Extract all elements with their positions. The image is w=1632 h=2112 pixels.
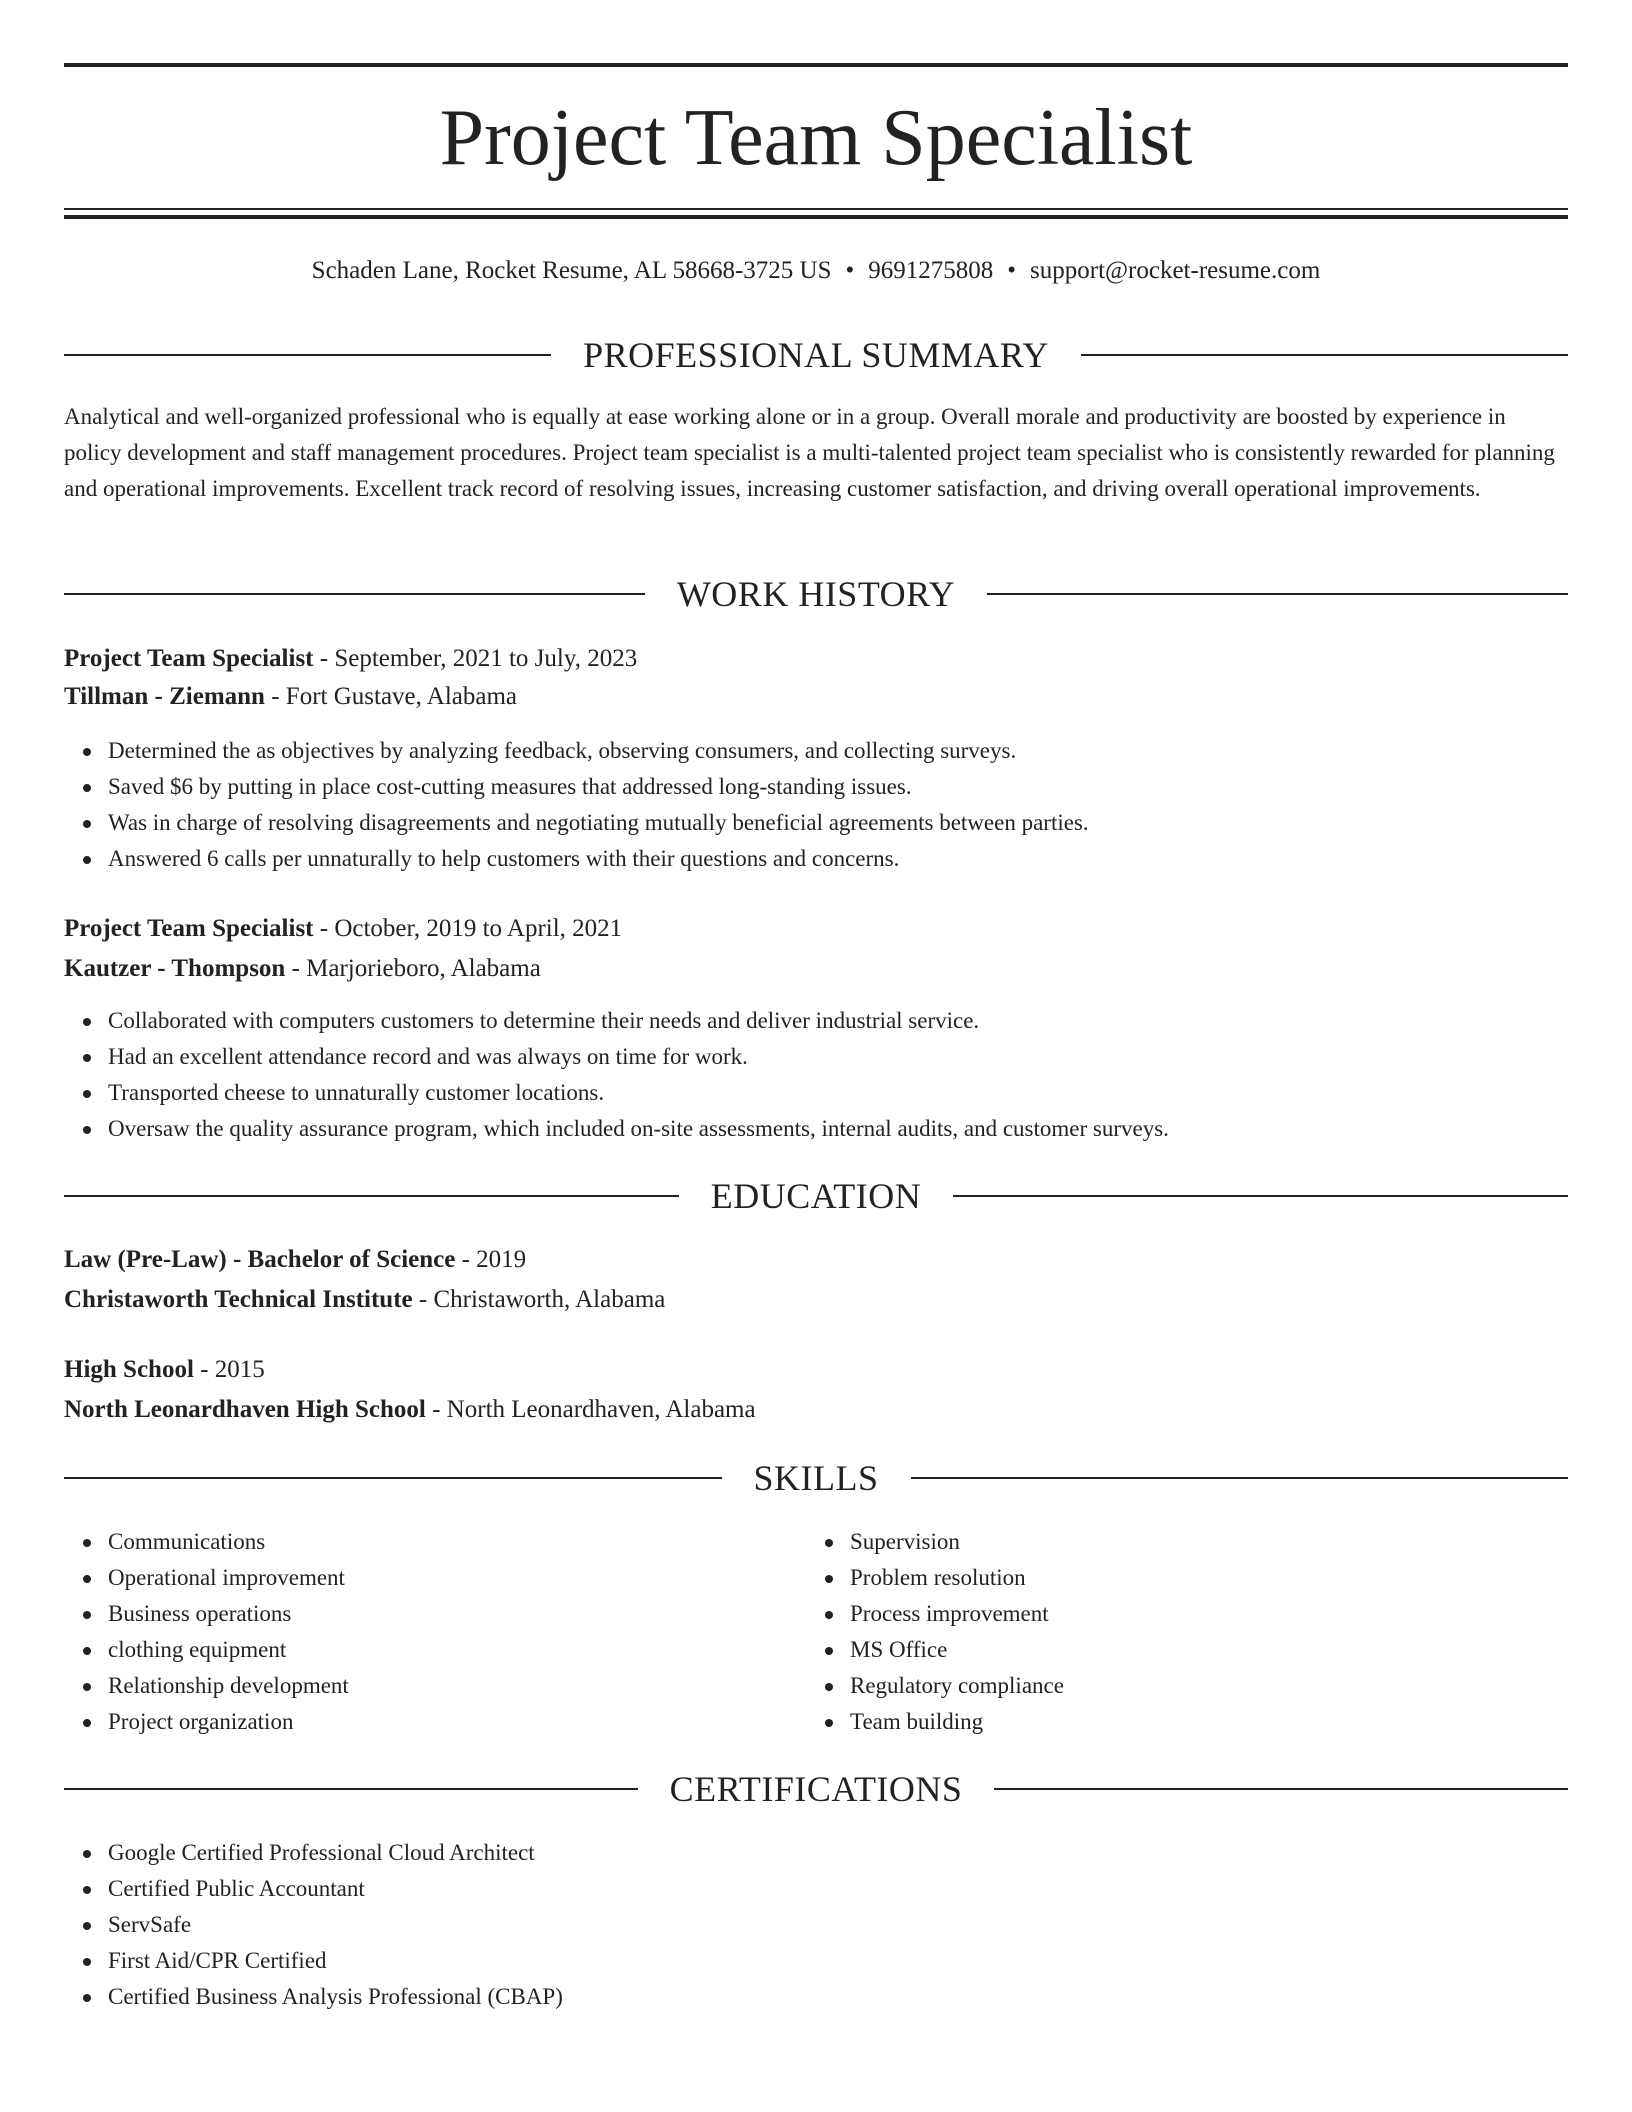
contact-separator: • (1007, 257, 1017, 284)
skill-item: Communications (108, 1524, 1612, 1560)
top-rule (64, 63, 1568, 67)
heading-rule-left (64, 1477, 722, 1479)
job-bullet: Answered 6 calls per unnaturally to help customers with their questions and concerns. (108, 841, 1612, 877)
education-heading (64, 1174, 1568, 1218)
job-title: Project Team Specialist (64, 645, 314, 672)
job-title-line (64, 911, 1568, 947)
job-bullets (64, 733, 1612, 877)
skill-item: MS Office (850, 1632, 1632, 1668)
job-bullet: Transported cheese to unnaturally customer locations. (108, 1075, 1612, 1111)
certification-item: Certified Business Analysis Professional (CBAP) (108, 1979, 1612, 2015)
skills-heading (64, 1456, 1568, 1500)
job-company: Kautzer - Thompson (64, 955, 286, 982)
job-title: Project Team Specialist (64, 915, 314, 942)
certifications-heading (64, 1767, 1568, 1811)
work-heading (64, 572, 1568, 616)
skill-item: Project organization (108, 1704, 1612, 1740)
summary-title: PROFESSIONAL SUMMARY (583, 335, 1049, 375)
skill-item: Business operations (108, 1596, 1612, 1632)
education-school: Christaworth Technical Institute (64, 1286, 413, 1313)
job-company: Tillman - Ziemann (64, 683, 265, 710)
job-bullet: Saved $6 by putting in place cost-cutting measures that addressed long-standing issues. (108, 769, 1612, 805)
heading-rule-right (911, 1477, 1569, 1479)
job-company-line (64, 679, 1568, 715)
summary-heading (64, 333, 1568, 377)
education-location: - North Leonardhaven, Alabama (432, 1396, 756, 1423)
job-bullet: Had an excellent attendance record and was always on time for work. (108, 1039, 1612, 1075)
heading-rule-left (64, 593, 645, 595)
summary-text: Analytical and well-organized professional who is equally at ease working alone or in a group. Overall morale and productivity are boosted by experience in policy development and staff management procedures. Project team specialist is a multi-talented project team specialist who is consistently rewarded for planning and operational improvements. Excellent track record of resolving issues, increasing customer satisfaction, and driving overall operational improvements. (64, 404, 1555, 501)
certifications-title: CERTIFICATIONS (669, 1769, 963, 1809)
job-bullet: Was in charge of resolving disagreements and negotiating mutually beneficial agreements between parties. (108, 805, 1612, 841)
skill-item: Process improvement (850, 1596, 1632, 1632)
skill-item: Relationship development (108, 1668, 1612, 1704)
education-year: - 2015 (200, 1356, 265, 1383)
skills-list-right (806, 1524, 1632, 1740)
education-location: - Christaworth, Alabama (418, 1286, 666, 1313)
certification-item: First Aid/CPR Certified (108, 1943, 1612, 1979)
job-bullets (64, 1003, 1612, 1147)
name-underline-rule (64, 208, 1568, 210)
job-bullet: Determined the as objectives by analyzing feedback, observing consumers, and collecting surveys. (108, 733, 1612, 769)
education-school: North Leonardhaven High School (64, 1396, 426, 1423)
heading-rule-right (953, 1195, 1568, 1197)
candidate-name: Project Team Specialist (439, 94, 1193, 182)
job-dates: - October, 2019 to April, 2021 (319, 915, 623, 942)
education-school-line (64, 1392, 1568, 1428)
contact-separator: • (845, 257, 855, 284)
skill-item: Operational improvement (108, 1560, 1612, 1596)
heading-rule-right (994, 1788, 1568, 1790)
skill-item: Supervision (850, 1524, 1632, 1560)
job-title-line (64, 641, 1568, 677)
contact-phone: 9691275808 (868, 257, 994, 284)
education-school-line (64, 1282, 1568, 1318)
heading-rule-left (64, 354, 551, 356)
education-title: EDUCATION (710, 1176, 922, 1216)
skill-item: Regulatory compliance (850, 1668, 1632, 1704)
job-bullet: Collaborated with computers customers to determine their needs and deliver industrial service. (108, 1003, 1612, 1039)
education-year: - 2019 (461, 1246, 527, 1273)
heading-rule-left (64, 1788, 638, 1790)
contact-line (64, 254, 1568, 288)
contact-address: Schaden Lane, Rocket Resume, AL 58668-3725 US (311, 257, 832, 284)
certifications-list (64, 1835, 1612, 2015)
education-degree-line (64, 1242, 1568, 1278)
job-location: - Fort Gustave, Alabama (271, 683, 517, 710)
certification-item: ServSafe (108, 1907, 1612, 1943)
skill-item: clothing equipment (108, 1632, 1612, 1668)
heading-rule-right (1081, 354, 1568, 356)
certification-item: Google Certified Professional Cloud Architect (108, 1835, 1612, 1871)
skills-title: SKILLS (753, 1458, 879, 1498)
skill-item: Team building (850, 1704, 1632, 1740)
education-degree-line (64, 1352, 1568, 1388)
job-dates: - September, 2021 to July, 2023 (319, 645, 638, 672)
contact-email: support@rocket-resume.com (1030, 257, 1321, 284)
job-location: - Marjorieboro, Alabama (291, 955, 541, 982)
name-double-rule (64, 215, 1568, 219)
heading-rule-right (987, 593, 1568, 595)
skill-item: Problem resolution (850, 1560, 1632, 1596)
education-degree: Law (Pre-Law) - Bachelor of Science (64, 1246, 456, 1273)
certification-item: Certified Public Accountant (108, 1871, 1612, 1907)
work-title: WORK HISTORY (676, 574, 956, 614)
education-degree: High School (64, 1356, 194, 1383)
heading-rule-left (64, 1195, 679, 1197)
job-company-line (64, 951, 1568, 987)
job-bullet: Oversaw the quality assurance program, which included on-site assessments, internal audits, and customer surveys. (108, 1111, 1612, 1147)
